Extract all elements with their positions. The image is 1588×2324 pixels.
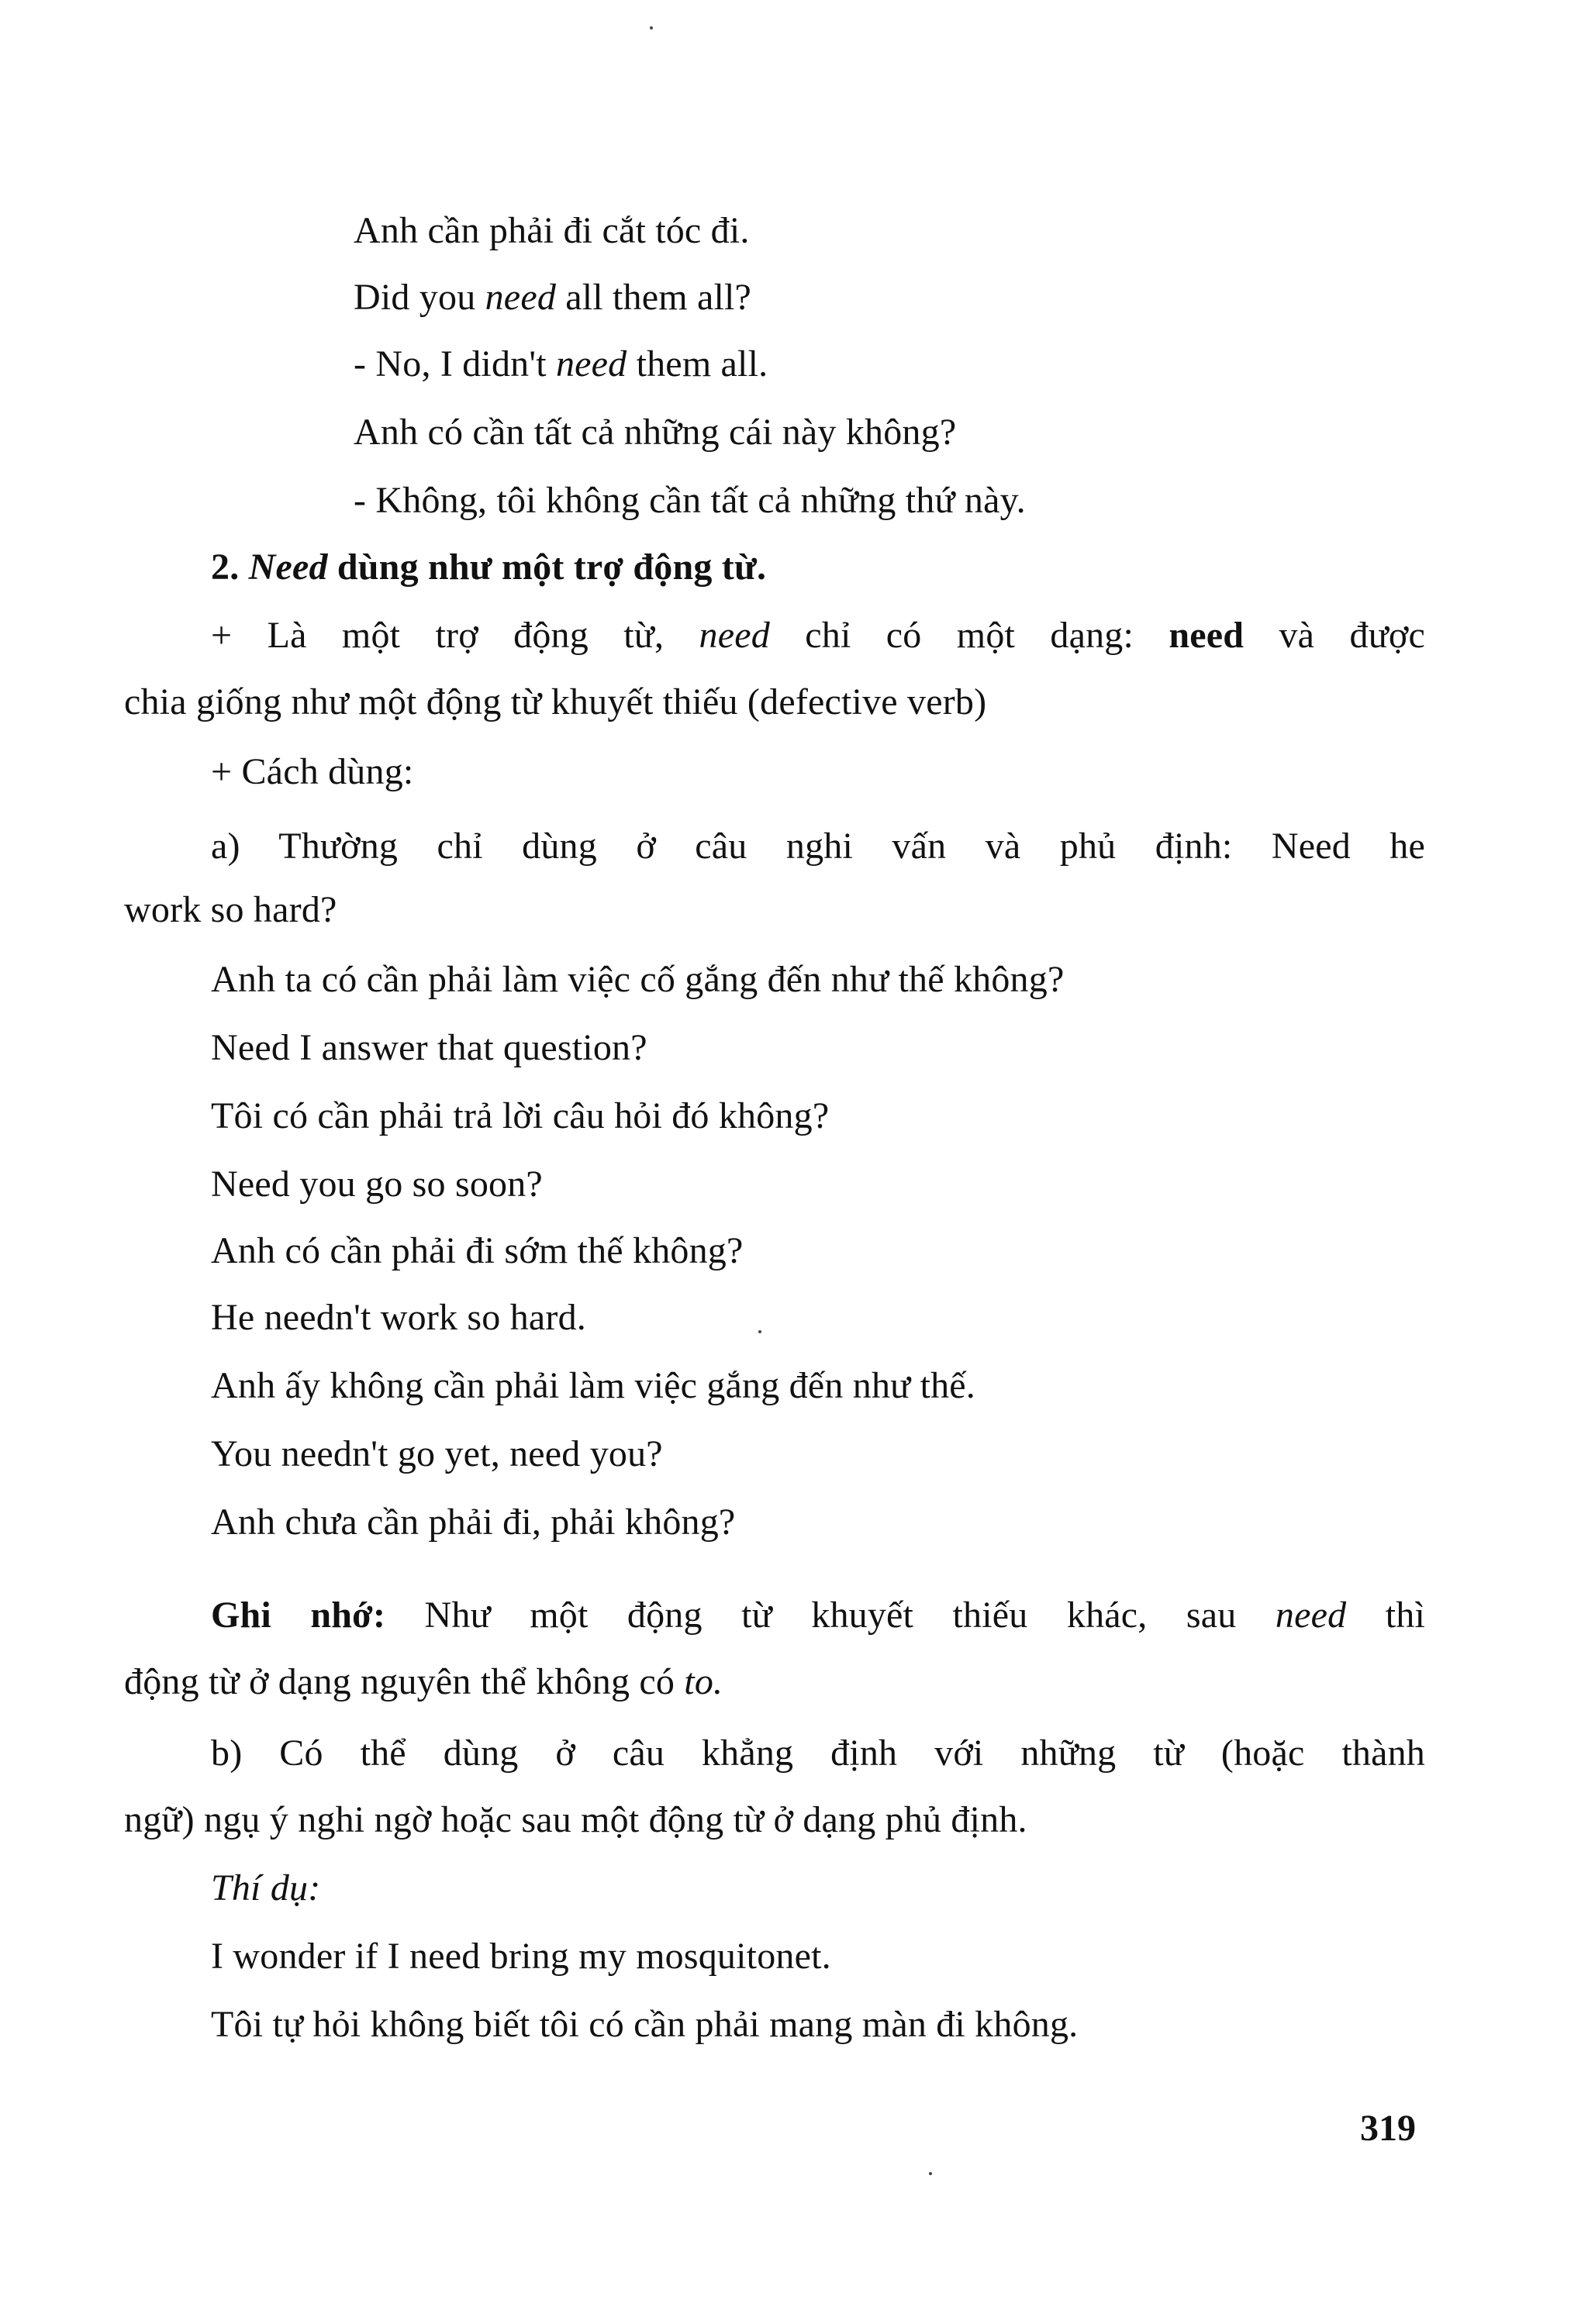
example-heading: Thí dụ: xyxy=(211,1867,321,1909)
scan-speck xyxy=(650,26,653,29)
example-line: Anh chưa cần phải đi, phải không? xyxy=(211,1502,736,1543)
section-heading xyxy=(211,544,766,591)
text-line: - Không, tôi không cần tất cả những thứ này. xyxy=(354,480,1026,521)
example-line: Anh ấy không cần phải làm việc gắng đến như thế. xyxy=(211,1365,976,1406)
heading-need: Need xyxy=(248,547,328,588)
italic-need: need xyxy=(699,615,770,656)
text-run: all them all? xyxy=(556,277,752,318)
example-line: Anh ta có cần phải làm việc cố gắng đến như thế không? xyxy=(211,959,1065,1000)
example-line: Need you go so soon? xyxy=(211,1164,543,1205)
note-line xyxy=(124,1659,723,1705)
paragraph-line xyxy=(211,612,1425,659)
note-label: Ghi nhớ: xyxy=(211,1595,386,1636)
scan-speck xyxy=(758,1330,761,1333)
note-line xyxy=(211,1592,1425,1639)
italic-need: need xyxy=(555,343,627,384)
text-run: thì xyxy=(1346,1595,1425,1636)
example-line: Need I answer that question? xyxy=(211,1027,647,1068)
scan-speck xyxy=(929,2172,932,2175)
text-run: và được xyxy=(1244,615,1426,656)
text-run: Như một động từ khuyết thiếu khác, sau xyxy=(385,1595,1276,1636)
example-line: Tôi tự hỏi không biết tôi có cần phải mang màn đi không. xyxy=(211,2004,1079,2045)
text-run: + Là một trợ động từ, xyxy=(211,615,699,656)
text-line: + Cách dùng: xyxy=(211,751,414,792)
example-line: You needn't go yet, need you? xyxy=(211,1433,663,1474)
paragraph-line: work so hard? xyxy=(124,889,337,930)
text-run: chỉ có một dạng: xyxy=(769,615,1169,656)
text-run: Did you xyxy=(354,277,485,318)
text-run: động từ ở dạng nguyên thể không có xyxy=(124,1661,685,1702)
example-line: Tôi có cần phải trả lời câu hỏi đó không? xyxy=(211,1095,830,1136)
example-line: I wonder if I need bring my mosquitonet. xyxy=(211,1936,831,1977)
paragraph-line: b) Có thể dùng ở câu khẳng định với những từ (hoặc thành xyxy=(211,1733,1425,1774)
text-line: Anh có cần tất cả những cái này không? xyxy=(354,412,957,453)
italic-to: to. xyxy=(684,1661,723,1702)
text-run: - No, I didn't xyxy=(354,343,556,384)
bold-need: need xyxy=(1169,615,1245,656)
example-line: He needn't work so hard. xyxy=(211,1297,586,1338)
text-line xyxy=(354,274,751,321)
heading-text: dùng như một trợ động từ. xyxy=(327,547,767,588)
example-line: Anh có cần phải đi sớm thế không? xyxy=(211,1230,744,1271)
heading-number: 2. xyxy=(211,547,249,588)
italic-need: need xyxy=(485,277,557,318)
text-run: them all. xyxy=(627,343,768,384)
paragraph-line: chia giống như một động từ khuyết thiếu (defective verb) xyxy=(124,681,987,722)
paragraph-line: a) Thường chỉ dùng ở câu nghi vấn và phủ định: Need he xyxy=(211,826,1425,867)
text-line xyxy=(354,341,768,388)
page-number: 319 xyxy=(1360,2108,1416,2149)
italic-need: need xyxy=(1275,1595,1347,1636)
paragraph-line: ngữ) ngụ ý nghi ngờ hoặc sau một động từ ở dạng phủ định. xyxy=(124,1799,1027,1840)
text-line: Anh cần phải đi cắt tóc đi. xyxy=(354,210,750,251)
